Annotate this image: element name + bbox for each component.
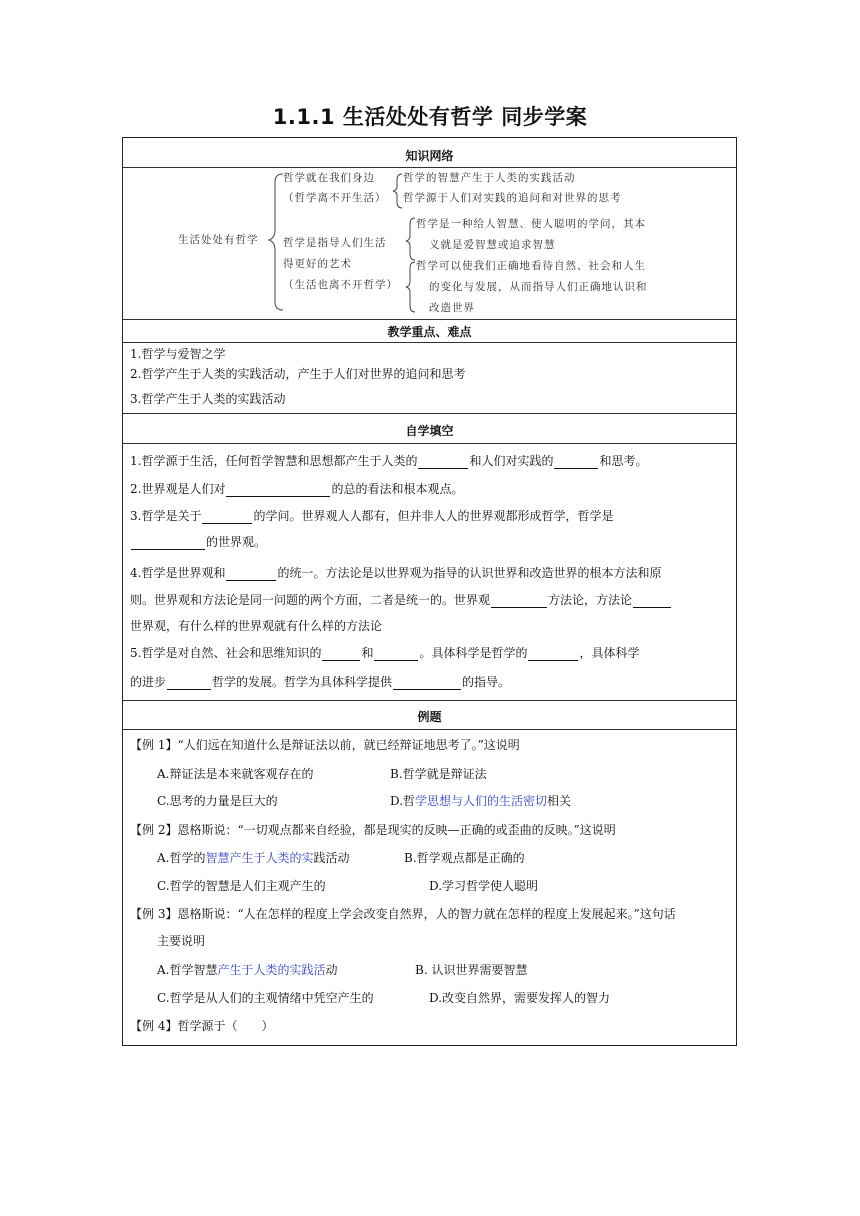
fill-line-8: 5.哲学是对自然、社会和思维知识的 和 。具体科学是哲学的 ，具体科学 xyxy=(130,646,640,660)
examples-heading: 例题 xyxy=(417,710,442,724)
fill-line-7: 世界观，有什么样的世界观就有什么样的方法论 xyxy=(130,619,383,633)
blank[interactable] xyxy=(491,593,547,608)
blank[interactable] xyxy=(528,646,578,661)
row-divider xyxy=(123,700,736,701)
worksheet-table xyxy=(122,137,737,1046)
key-point-3: 3.哲学产生于人类的实践活动 xyxy=(130,392,286,406)
example-1-option-b[interactable]: B.哲学就是辩证法 xyxy=(390,767,487,781)
blank[interactable] xyxy=(374,646,418,661)
knowledge-network-heading: 知识网络 xyxy=(405,149,454,163)
fill-line-4: 的世界观。 xyxy=(130,533,266,550)
key-point-1: 1.哲学与爱智之学 xyxy=(130,347,226,361)
map-branch2-child2: 义就是爱智慧或追求智慧 xyxy=(429,239,556,251)
example-2-option-b[interactable]: B.哲学观点都是正确的 xyxy=(404,851,525,865)
example-2-option-d[interactable]: D.学习哲学使人聪明 xyxy=(429,879,539,893)
blank[interactable] xyxy=(131,535,205,550)
fill-line-2: 2.世界观是人们对 的总的看法和根本观点。 xyxy=(130,482,464,496)
example-3-stem-line1: 【例 3】恩格斯说：“人在怎样的程度上学会改变自然界，人的智力就在怎样的程度上发展起来。”这句话 xyxy=(130,907,676,921)
map-root: 生活处处有哲学 xyxy=(178,234,259,246)
blank[interactable] xyxy=(393,675,461,690)
example-2-stem: 【例 2】恩格斯说：“一切观点都来自经验，都是现实的反映—正确的或歪曲的反映。”这说明 xyxy=(130,823,616,837)
row-divider xyxy=(123,729,736,730)
example-1-stem: 【例 1】“人们远在知道什么是辩证法以前，就已经辩证地思考了。”这说明 xyxy=(130,738,520,752)
page-title: 1.1.1 生活处处有哲学 同步学案 xyxy=(272,105,588,129)
row-divider xyxy=(123,319,736,320)
key-points-heading: 教学重点、难点 xyxy=(387,325,472,339)
blank[interactable] xyxy=(554,454,598,469)
map-branch2-child5: 改造世界 xyxy=(429,302,475,314)
map-branch2-line2: 得更好的艺术 xyxy=(283,258,352,270)
map-branch1-line2: （哲学离不开生活） xyxy=(283,192,387,204)
example-2-option-c[interactable]: C.哲学的智慧是人们主观产生的 xyxy=(157,879,326,893)
example-3-option-b[interactable]: B. 认识世界需要智慧 xyxy=(415,963,528,977)
map-branch2-child1: 哲学是一种给人智慧、使人聪明的学问，其本 xyxy=(416,218,646,230)
map-branch2-child4: 的变化与发展，从而指导人们正确地认识和 xyxy=(429,281,648,293)
example-2-option-a[interactable]: A.哲学的智慧产生于人类的实践活动 xyxy=(157,851,350,865)
map-branch2-line1: 哲学是指导人们生活 xyxy=(283,237,387,249)
blank[interactable] xyxy=(167,675,211,690)
fill-heading: 自学填空 xyxy=(405,424,454,438)
example-3-stem-line2: 主要说明 xyxy=(157,934,206,948)
map-branch1-child2: 哲学源于人们对实践的追问和对世界的思考 xyxy=(403,192,622,204)
example-1-option-a[interactable]: A.辩证法是本来就客观存在的 xyxy=(157,767,314,781)
blank[interactable] xyxy=(202,509,252,524)
row-divider xyxy=(123,443,736,444)
map-branch2-line3: （生活也离不开哲学） xyxy=(283,279,398,291)
map-branch2-child3: 哲学可以使我们正确地看待自然、社会和人生 xyxy=(416,260,646,272)
fill-line-6: 则。世界观和方法论是同一问题的两个方面，二者是统一的。世界观 方法论，方法论 xyxy=(130,591,672,608)
map-branch1-child1: 哲学的智慧产生于人类的实践活动 xyxy=(403,172,576,184)
fill-line-3: 3.哲学是关于 的学问。世界观人人都有，但并非人人的世界观都形成哲学，哲学是 xyxy=(130,509,614,523)
row-divider xyxy=(123,413,736,414)
example-3-option-d[interactable]: D.改变自然界，需要发挥人的智力 xyxy=(429,991,611,1005)
map-branch1-line1: 哲学就在我们身边 xyxy=(283,172,375,184)
example-1-option-d[interactable]: D.哲学思想与人们的生活密切相关 xyxy=(390,794,572,808)
example-4-stem: 【例 4】哲学源于（ ） xyxy=(130,1019,274,1033)
example-1-option-c[interactable]: C.思考的力量是巨大的 xyxy=(157,794,278,808)
fill-line-1: 1.哲学源于生活，任何哲学智慧和思想都产生于人类的 和人们对实践的 和思考。 xyxy=(130,454,648,468)
blank[interactable] xyxy=(418,454,468,469)
fill-line-5: 4.哲学是世界观和 的统一。方法论是以世界观为指导的认识世界和改造世界的根本方法和原 xyxy=(130,566,662,580)
blank[interactable] xyxy=(226,482,330,497)
blank[interactable] xyxy=(633,593,671,608)
example-3-option-a[interactable]: A.哲学智慧产生于人类的实践活动 xyxy=(157,963,338,977)
knowledge-map xyxy=(123,168,736,318)
fill-line-9: 的进步 哲学的发展。哲学为具体科学提供 的指导。 xyxy=(130,675,511,689)
row-divider xyxy=(123,342,736,343)
blank[interactable] xyxy=(322,646,360,661)
key-point-2: 2.哲学产生于人类的实践活动，产生于人们对世界的追问和思考 xyxy=(130,367,466,381)
example-3-option-c[interactable]: C.哲学是从人们的主观情绪中凭空产生的 xyxy=(157,991,374,1005)
blank[interactable] xyxy=(226,566,276,581)
